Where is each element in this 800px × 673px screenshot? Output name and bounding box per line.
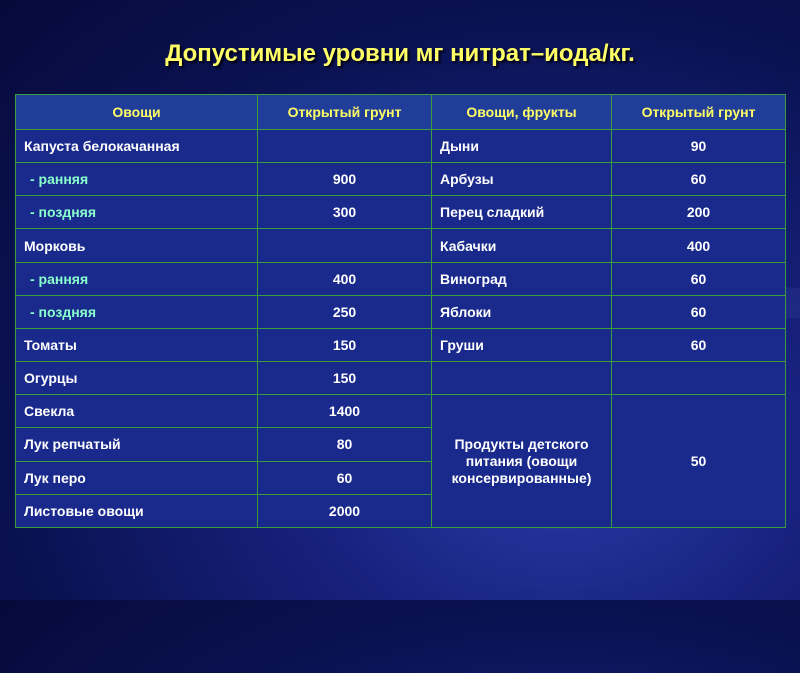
fruit-value: 60 [612, 295, 786, 328]
veg-value: 250 [258, 295, 432, 328]
veg-value: 150 [258, 328, 432, 361]
fruit-value: 200 [612, 196, 786, 229]
fruit-name: Груши [432, 328, 612, 361]
header-vegetables: Овощи [16, 95, 258, 130]
fruit-name: Дыни [432, 130, 612, 163]
veg-name: - ранняя [16, 262, 258, 295]
fruit-name [432, 362, 612, 395]
veg-name: - поздняя [16, 295, 258, 328]
fruit-value: 400 [612, 229, 786, 262]
baby-food-label: Продукты детского питания (овощи консервированные) [432, 395, 612, 528]
nitrate-table [15, 94, 786, 528]
veg-value: 150 [258, 362, 432, 395]
fruit-name: Виноград [432, 262, 612, 295]
table-row [16, 163, 786, 196]
veg-value [258, 229, 432, 262]
table-row [16, 229, 786, 262]
fruit-value [612, 362, 786, 395]
table-row [16, 328, 786, 361]
fruit-name: Перец сладкий [432, 196, 612, 229]
veg-value: 80 [258, 428, 432, 461]
header-open-ground-2: Открытый грунт [612, 95, 786, 130]
table-row [16, 130, 786, 163]
page-title: Допустимые уровни мг нитрат–иода/кг. [165, 40, 635, 67]
veg-name: Листовые овощи [16, 494, 258, 527]
fruit-name: Яблоки [432, 295, 612, 328]
veg-name: Лук репчатый [16, 428, 258, 461]
fruit-value: 60 [612, 163, 786, 196]
table-row [16, 362, 786, 395]
veg-name: Огурцы [16, 362, 258, 395]
fruit-value: 90 [612, 130, 786, 163]
table-row [16, 295, 786, 328]
header-open-ground-1: Открытый грунт [258, 95, 432, 130]
veg-value: 400 [258, 262, 432, 295]
veg-name: - поздняя [16, 196, 258, 229]
veg-name: Капуста белокачанная [16, 130, 258, 163]
table-row [16, 262, 786, 295]
veg-value: 300 [258, 196, 432, 229]
veg-name: - ранняя [16, 163, 258, 196]
fruit-value: 60 [612, 328, 786, 361]
veg-value [258, 130, 432, 163]
table-header-row [16, 95, 786, 130]
veg-value: 900 [258, 163, 432, 196]
fruit-name: Арбузы [432, 163, 612, 196]
header-vegetables-fruits: Овощи, фрукты [432, 95, 612, 130]
veg-name: Свекла [16, 395, 258, 428]
veg-value: 1400 [258, 395, 432, 428]
veg-name: Томаты [16, 328, 258, 361]
veg-name: Морковь [16, 229, 258, 262]
fruit-value: 60 [612, 262, 786, 295]
table-row [16, 196, 786, 229]
veg-name: Лук перо [16, 461, 258, 494]
veg-value: 2000 [258, 494, 432, 527]
table-row [16, 395, 786, 428]
baby-food-value: 50 [612, 395, 786, 528]
veg-value: 60 [258, 461, 432, 494]
fruit-name: Кабачки [432, 229, 612, 262]
